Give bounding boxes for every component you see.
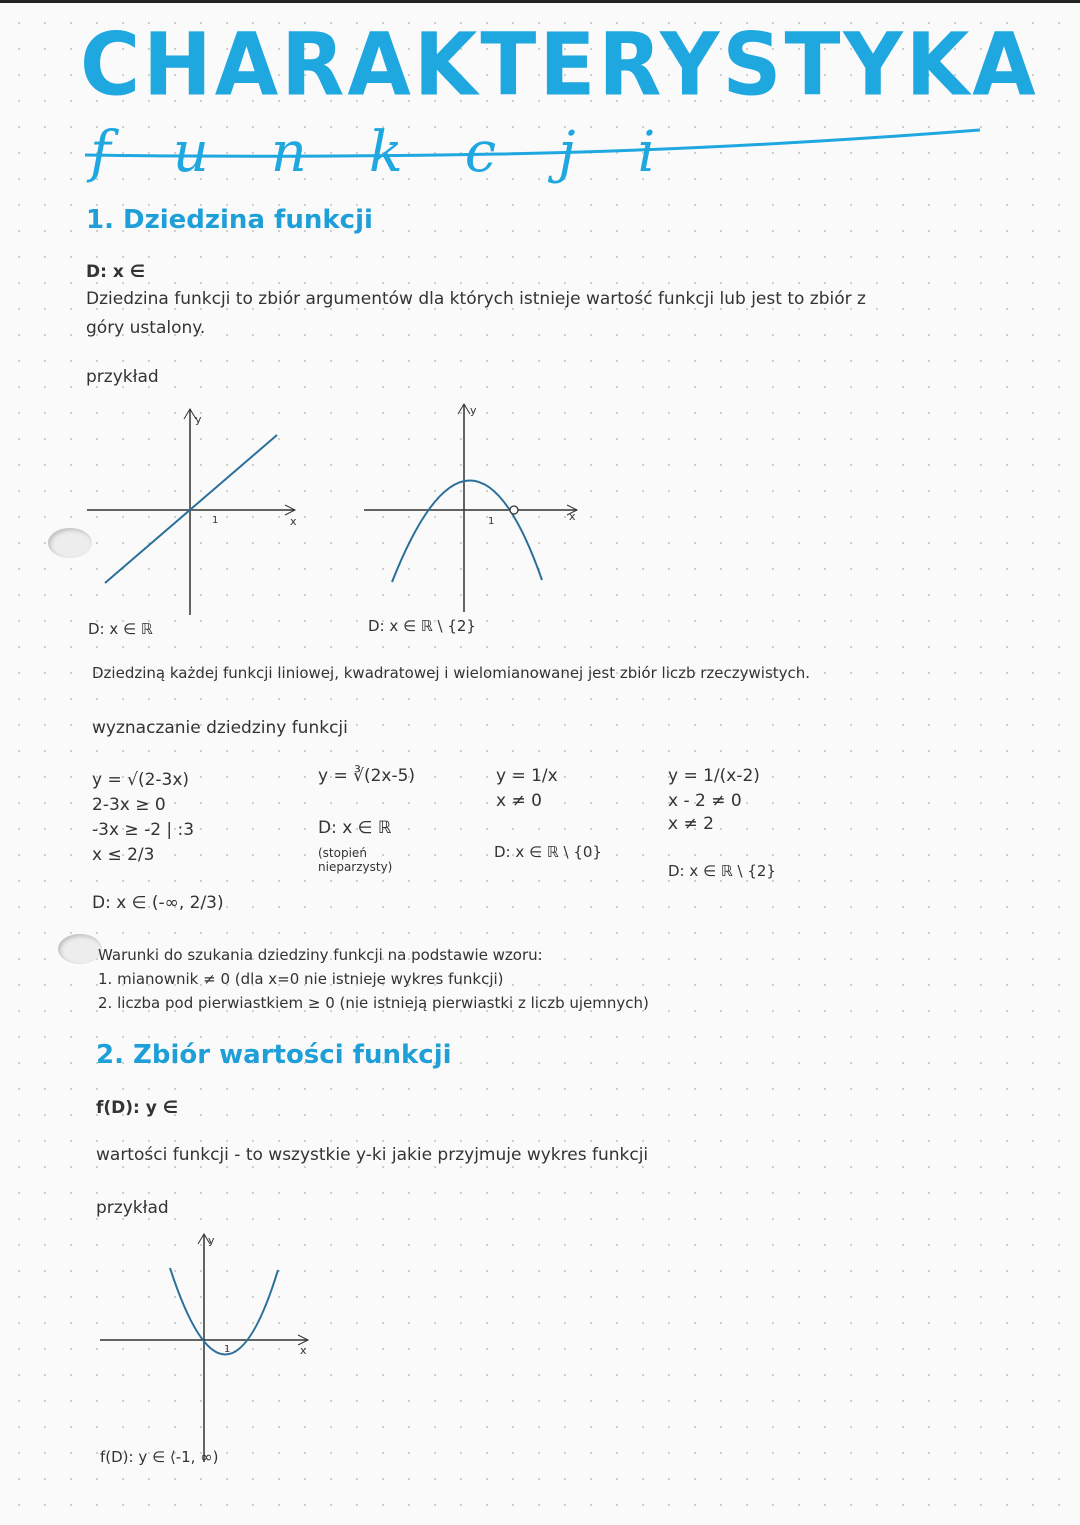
tick-one-label: 1 (488, 516, 495, 527)
example4-line: x - 2 ≠ 0 (668, 791, 742, 811)
range-symbol: f(D): y ∈ (96, 1098, 179, 1118)
example2-line: (stopień (318, 846, 367, 860)
tick-one-label: 1 (212, 515, 219, 526)
y-axis-label: y (470, 404, 477, 417)
parabola-up-graph (98, 1230, 318, 1465)
linear-graph (85, 405, 305, 620)
example-label: przykład (86, 367, 159, 387)
condition-item: 2. liczba pod pierwiastkiem ≥ 0 (nie istnieją pierwiastki z liczb ujemnych) (98, 994, 649, 1012)
y-axis-label: y (208, 1234, 215, 1247)
example3-line: y = 1/x (496, 766, 558, 786)
example2-line: y = ∛(2x-5) (318, 766, 416, 786)
example4-line: D: x ∈ ℝ \ {2} (668, 862, 776, 880)
domain-symbol: D: x ∈ (86, 262, 145, 282)
page-title: CHARAKTERYSTYKA (80, 15, 1039, 116)
graph1-caption: D: x ∈ ℝ (88, 620, 153, 638)
example4-line: y = 1/(x-2) (668, 766, 760, 786)
graph2-caption: D: x ∈ ℝ \ {2} (368, 617, 476, 635)
example3-line: x ≠ 0 (496, 791, 542, 811)
determining-label: wyznaczanie dziedziny funkcji (92, 718, 348, 738)
section1-heading: 1. Dziedzina funkcji (86, 205, 373, 235)
conditions-title: Warunki do szukania dziedziny funkcji na podstawie wzoru: (98, 946, 543, 964)
section2-heading: 2. Zbiór wartości funkcji (96, 1040, 452, 1070)
subtitle-underline (80, 120, 1000, 180)
example2-line: D: x ∈ ℝ (318, 818, 392, 838)
example2-line: nieparzysty) (318, 860, 393, 874)
x-axis-label: x (300, 1344, 307, 1357)
domain-definition-line2: góry ustalony. (86, 318, 206, 338)
example1-line: -3x ≥ -2 | :3 (92, 820, 195, 840)
domain-definition-line1: Dziedzina funkcji to zbiór argumentów dla których istnieje wartość funkcji lub jest to zbiór z (86, 289, 866, 309)
range-example-label: przykład (96, 1198, 169, 1218)
domain-note: Dziedziną każdej funkcji liniowej, kwadratowej i wielomianowanej jest zbiór liczb rzeczywistych. (92, 664, 811, 682)
parabola-down-graph (362, 400, 587, 615)
range-graph-caption: f(D): y ∈ ⟨-1, ∞) (100, 1448, 219, 1466)
example1-line: y = √(2-3x) (92, 770, 190, 790)
condition-item: 1. mianownik ≠ 0 (dla x=0 nie istnieje wykres funkcji) (98, 970, 504, 988)
punch-hole (58, 934, 102, 964)
scan-edge (0, 0, 1080, 3)
page-subtitle: funkcji (90, 120, 718, 185)
y-axis-label: y (195, 413, 202, 426)
x-axis-label: x (290, 515, 297, 528)
x-axis-label: x (569, 510, 576, 523)
tick-one-label: 1 (224, 1344, 231, 1355)
example4-line: x ≠ 2 (668, 814, 714, 834)
example1-line: x ≤ 2/3 (92, 845, 155, 865)
example1-line: 2-3x ≥ 0 (92, 795, 166, 815)
example3-line: D: x ∈ ℝ \ {0} (494, 843, 602, 861)
range-definition: wartości funkcji - to wszystkie y-ki jakie przyjmuje wykres funkcji (96, 1145, 649, 1165)
example1-result: D: x ∈ (-∞, 2/3) (92, 893, 224, 913)
